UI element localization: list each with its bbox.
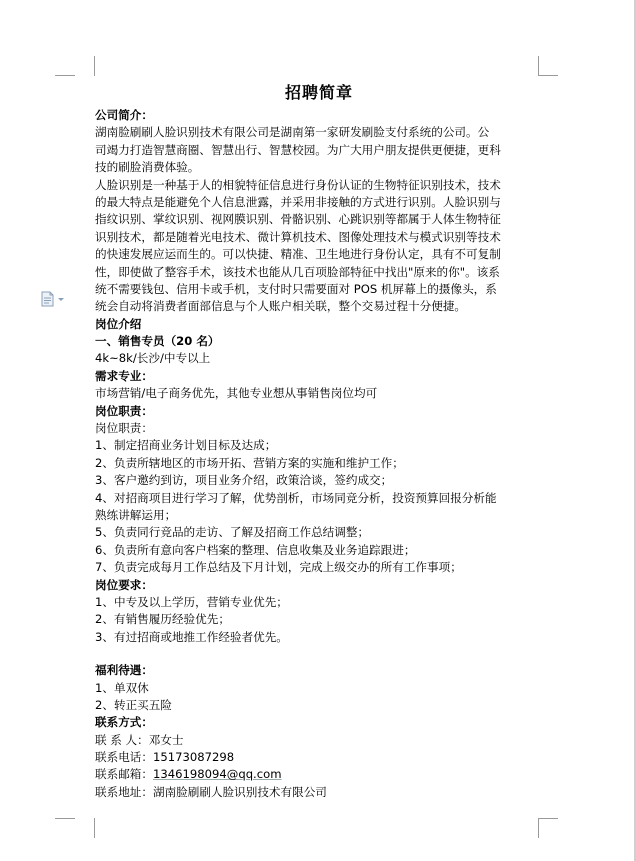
position-title: 一、销售专员（20 名） bbox=[95, 334, 220, 349]
duty-item: 6、负责所有意向客户档案的整理、信息收集及业务追踪跟进； bbox=[95, 542, 416, 557]
duties-heading: 岗位职责： bbox=[95, 403, 153, 418]
contact-address: 联系地址：湖南脸刷刷人脸识别技术有限公司 bbox=[95, 784, 327, 799]
requirement-item: 2、有销售履历经验优先； bbox=[95, 612, 230, 627]
position-salary: 4k~8k/长沙/中专以上 bbox=[95, 351, 211, 366]
company-line: 的快速发展应运而生的。可以快捷、精准、卫生地进行身份认定，具有不可复制 bbox=[95, 247, 501, 262]
duty-item: 2、负责所辖地区的市场开拓、营销方案的实施和维护工作； bbox=[95, 455, 404, 470]
needs-heading: 需求专业： bbox=[95, 368, 153, 383]
document-options-icon[interactable] bbox=[40, 291, 66, 307]
company-line: 统不需要钱包、信用卡或手机，支付时只需要面对 POS 机屏幕上的摄像头，系 bbox=[95, 281, 497, 296]
company-line: 指纹识别、掌纹识别、视网膜识别、骨骼识别、心跳识别等都属于人体生物特征 bbox=[95, 212, 501, 227]
company-line: 司竭力打造智慧商圈、智慧出行、智慧校园。为广大用户朋友提供更便捷，更科 bbox=[95, 142, 501, 157]
company-line: 性，即使做了整容手术，该技术也能从几百项脸部特征中找出"原来的你"。该系 bbox=[95, 264, 500, 279]
duty-item: 熟练讲解运用； bbox=[95, 507, 177, 522]
requirements-heading: 岗位要求： bbox=[95, 577, 153, 592]
benefit-item: 1、单双休 bbox=[95, 680, 149, 695]
company-line: 识别技术，都是随着光电技术、微计算机技术、图像处理技术与模式识别等技术 bbox=[95, 229, 501, 244]
company-line: 的最大特点是能避免个人信息泄露，并采用非接触的方式进行识别。人脸识别与 bbox=[95, 194, 501, 209]
benefit-item: 2、转正买五险 bbox=[95, 697, 172, 712]
duty-item: 5、负责同行竞品的走访、了解及招商工作总结调整； bbox=[95, 525, 370, 540]
contact-heading: 联系方式： bbox=[95, 715, 153, 730]
positions-heading: 岗位介绍 bbox=[95, 316, 142, 331]
requirement-item: 3、有过招商或地推工作经验者优先。 bbox=[95, 629, 288, 644]
company-line: 人脸识别是一种基于人的相貌特征信息进行身份认证的生物特征识别技术，技术 bbox=[95, 177, 501, 192]
duties-label: 岗位职责： bbox=[95, 421, 153, 436]
contact-email[interactable]: 1346198094@qq.com bbox=[152, 767, 282, 782]
benefits-heading: 福利待遇： bbox=[95, 663, 153, 678]
page-title: 招聘简章 bbox=[284, 83, 353, 102]
needs-text: 市场营销/电子商务优先，其他专业想从事销售岗位均可 bbox=[95, 386, 378, 401]
contact-phone: 联系电话：15173087298 bbox=[95, 750, 235, 765]
duty-item: 4、对招商项目进行学习了解，优势剖析，市场同竞分析，投资预算回报分析能 bbox=[95, 490, 497, 505]
requirement-item: 1、中专及以上学历，营销专业优先； bbox=[95, 594, 288, 609]
duty-item: 3、客户邀约到访，项目业务介绍，政策洽谈，签约成交； bbox=[95, 473, 393, 488]
document-body bbox=[95, 80, 543, 801]
duty-item: 1、制定招商业务计划目标及达成； bbox=[95, 438, 277, 453]
company-line: 湖南脸刷刷人脸识别技术有限公司是湖南第一家研发刷脸支付系统的公司。公 bbox=[95, 125, 490, 140]
duty-item: 7、负责完成每月工作总结及下月计划，完成上级交办的所有工作事项； bbox=[95, 560, 462, 575]
company-line: 技的刷脸消费体验。 bbox=[95, 160, 200, 175]
contact-email-row bbox=[95, 766, 543, 783]
contact-person: 联 系 人：邓女士 bbox=[95, 732, 184, 747]
blank-line bbox=[95, 646, 543, 662]
contact-email-label: 联系邮箱： bbox=[95, 767, 153, 782]
company-line: 统会自动将消费者面部信息与个人账户相关联，整个交易过程十分便捷。 bbox=[95, 299, 467, 314]
company-heading: 公司简介： bbox=[95, 108, 153, 122]
